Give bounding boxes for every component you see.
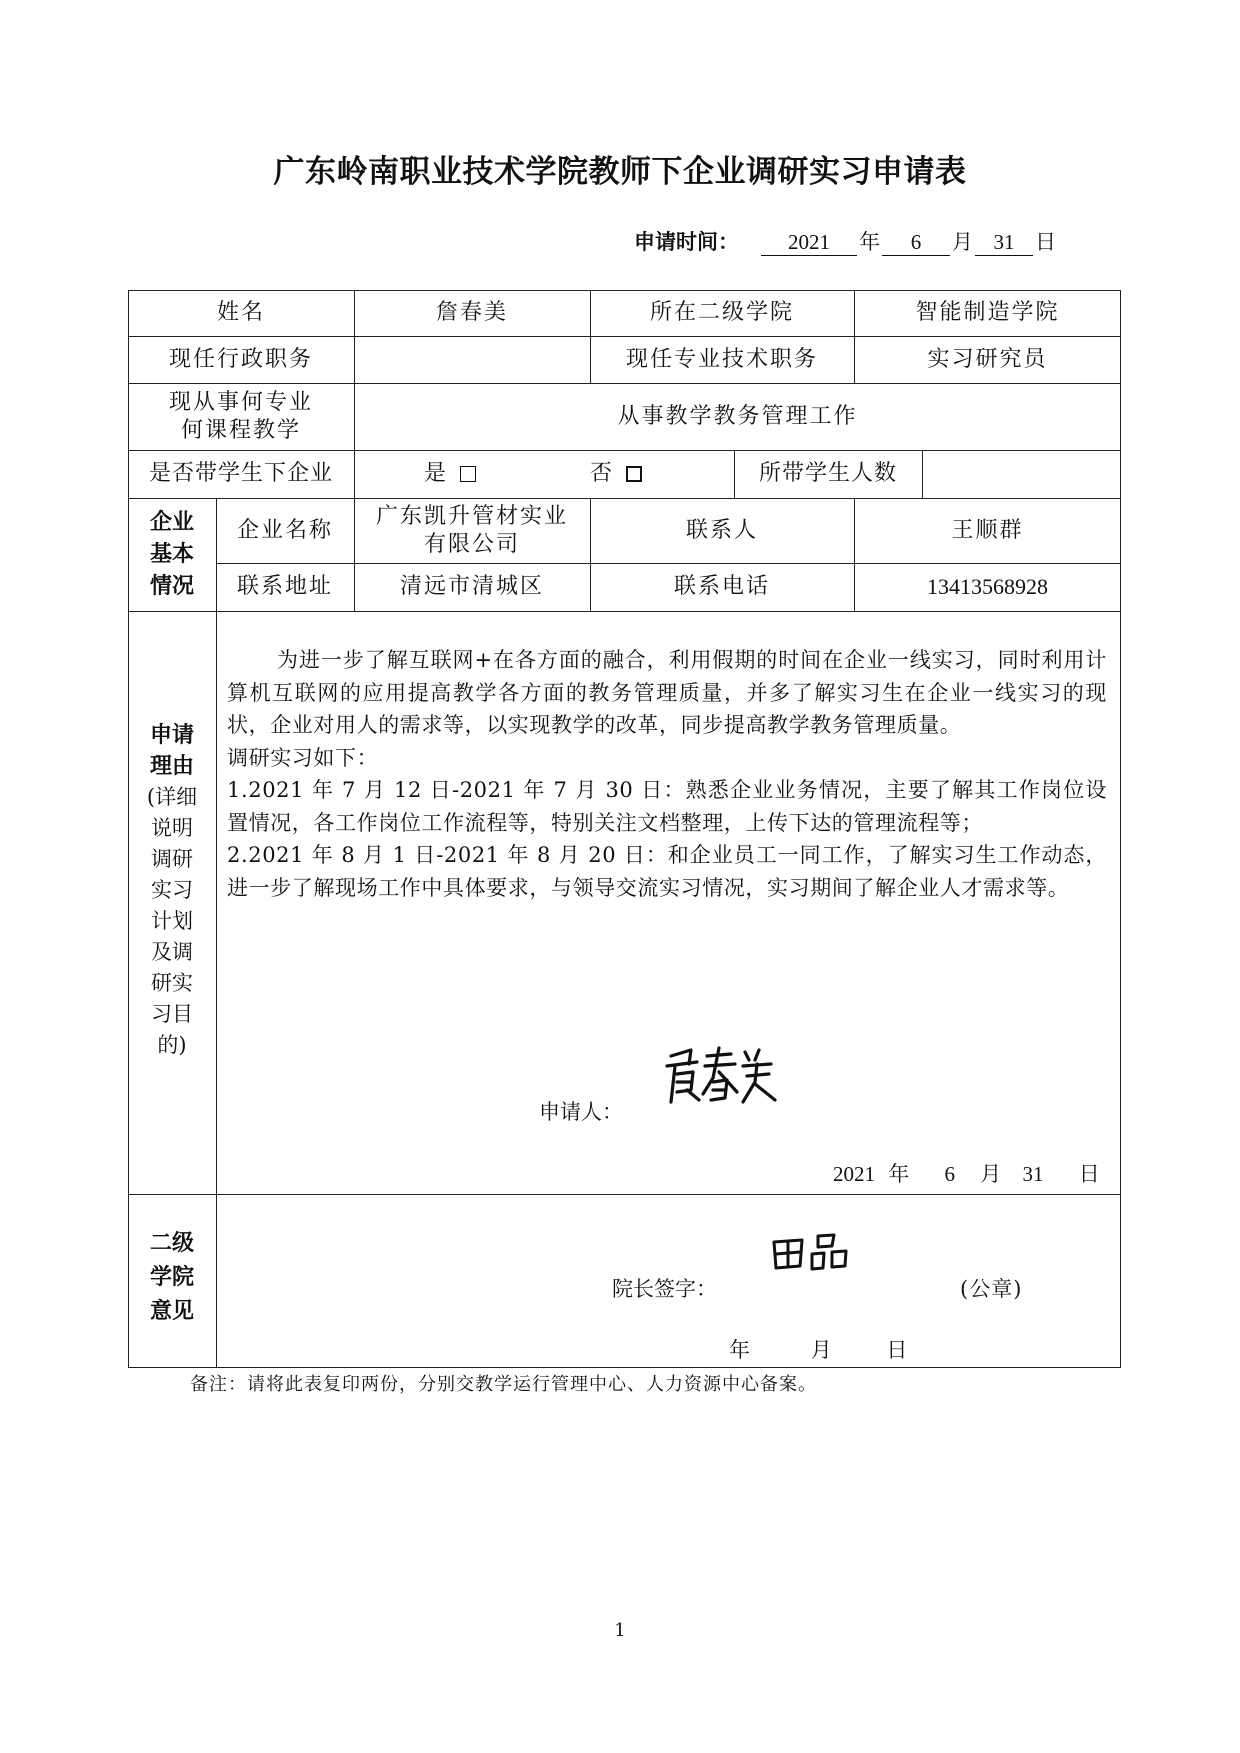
form-title: 广东岭南职业技术学院教师下企业调研实习申请表 bbox=[273, 154, 967, 190]
student-count-value[interactable] bbox=[922, 450, 1121, 498]
applicant-label: 申请人： bbox=[539, 1100, 623, 1124]
teaching-label-line1: 现从事何专业 bbox=[168, 389, 313, 415]
tech-position-label: 现任专业技术职务 bbox=[625, 346, 818, 372]
apply-month-field[interactable]: 6 bbox=[882, 229, 950, 256]
opinion-date bbox=[729, 1334, 907, 1364]
applicant-date-year: 2021 bbox=[833, 1162, 875, 1186]
reason-label-note: 说明 bbox=[151, 816, 193, 840]
reason-plan-item-1: 1.2021 年 7 月 12 日-2021 年 7 月 30 日：熟悉企业业务情况，主要了解其工作岗位设置情况，各工作岗位工作流程等，特别关注文档整理，上传下达的管理流程等； bbox=[227, 778, 1107, 835]
reason-label-note: 研实 bbox=[151, 971, 193, 995]
opinion-label-line: 学院 bbox=[149, 1265, 194, 1290]
admin-position-value[interactable] bbox=[354, 336, 590, 383]
apply-year-field[interactable]: 2021 bbox=[761, 229, 857, 256]
bring-students-options bbox=[354, 450, 734, 498]
student-count-label: 所带学生人数 bbox=[758, 461, 897, 486]
company-name-line1: 广东凯升管材实业 bbox=[375, 503, 568, 529]
enterprise-label-line: 企业 bbox=[149, 509, 194, 535]
enterprise-label-line: 基本 bbox=[149, 541, 194, 567]
apply-day-unit: 日 bbox=[1035, 230, 1056, 254]
row-divider bbox=[128, 1194, 1121, 1195]
applicant-date-year-unit: 年 bbox=[888, 1162, 910, 1186]
option-yes[interactable] bbox=[424, 459, 476, 489]
application-form-table bbox=[128, 290, 1121, 1368]
yes-checkbox[interactable] bbox=[460, 466, 476, 482]
reason-paragraph: 为进一步了解互联网+在各方面的融合，利用假期的时间在企业一线实习，同时利用计算机互联网的应用提高教学各方面的教务管理质量，并多了解实习生在企业一线实习的现状，企业对用人的需求等，以实现教学的改革，同步提高教学教务管理质量。 bbox=[227, 648, 1107, 737]
reason-plan-item-2: 2.2021 年 8 月 1 日-2021 年 8 月 20 日：和企业员工一同工作，了解实习生工作动态，进一步了解现场工作中具体要求，与领导交流实习情况，实习期间了解企业人才需求等。 bbox=[227, 843, 1107, 900]
reason-label-note: 习目 bbox=[151, 1002, 193, 1026]
teaching-value[interactable]: 从事教学教务管理工作 bbox=[617, 403, 858, 429]
option-no[interactable] bbox=[590, 459, 642, 489]
option-no-label: 否 bbox=[590, 461, 615, 486]
applicant-date bbox=[833, 1158, 1100, 1188]
enterprise-label-line: 情况 bbox=[149, 573, 194, 599]
college-label: 所在二级学院 bbox=[649, 300, 794, 325]
tech-position-value[interactable]: 实习研究员 bbox=[927, 346, 1048, 372]
teaching-label-line2: 何课程教学 bbox=[180, 417, 301, 443]
reason-label-bold: 申请 bbox=[149, 723, 194, 748]
name-label: 姓名 bbox=[216, 300, 265, 325]
row-divider bbox=[128, 611, 1121, 612]
address-label: 联系地址 bbox=[236, 574, 333, 599]
opinion-section-label bbox=[128, 1227, 216, 1329]
phone-value[interactable]: 13413568928 bbox=[927, 574, 1048, 599]
applicant-date-day-unit: 日 bbox=[1078, 1162, 1100, 1186]
reason-label-note: 的) bbox=[157, 1033, 187, 1057]
bring-students-label: 是否带学生下企业 bbox=[148, 461, 333, 486]
company-name-value[interactable] bbox=[354, 498, 590, 563]
name-value[interactable]: 詹春美 bbox=[435, 300, 508, 325]
admin-position-label: 现任行政职务 bbox=[168, 346, 313, 372]
contact-label: 联系人 bbox=[685, 517, 758, 543]
opinion-date-day-unit: 日 bbox=[886, 1338, 908, 1362]
college-value[interactable]: 智能制造学院 bbox=[915, 300, 1060, 325]
option-yes-label: 是 bbox=[424, 461, 449, 486]
reason-subheading: 调研实习如下： bbox=[227, 745, 379, 770]
applicant-signature bbox=[663, 1042, 783, 1112]
applicant-date-day: 31 bbox=[1022, 1162, 1044, 1186]
reason-label-note: (详细 bbox=[146, 785, 198, 809]
apply-month-unit: 月 bbox=[952, 230, 973, 254]
apply-date bbox=[634, 226, 1058, 256]
reason-section-label bbox=[128, 720, 216, 1061]
company-name-line2: 有限公司 bbox=[423, 531, 520, 557]
reason-text-area[interactable] bbox=[227, 644, 1107, 904]
apply-year-unit: 年 bbox=[859, 230, 880, 254]
enterprise-section-label bbox=[128, 498, 216, 611]
dean-signature bbox=[768, 1230, 858, 1278]
official-seal-label: (公章) bbox=[960, 1277, 1023, 1301]
reason-label-bold: 理由 bbox=[149, 754, 194, 779]
reason-label-note: 调研 bbox=[151, 847, 193, 871]
reason-label-note: 实习 bbox=[151, 878, 193, 902]
opinion-date-month-unit: 月 bbox=[810, 1338, 832, 1362]
opinion-date-year-unit: 年 bbox=[729, 1338, 750, 1362]
apply-date-label: 申请时间： bbox=[634, 230, 739, 254]
opinion-label-line: 二级 bbox=[149, 1231, 194, 1256]
footnote: 备注：请将此表复印两份，分别交教学运行管理中心、人力资源中心备案。 bbox=[190, 1374, 817, 1395]
no-checkbox[interactable] bbox=[626, 466, 642, 482]
dean-signature-label: 院长签字： bbox=[612, 1277, 717, 1301]
applicant-date-month: 6 bbox=[944, 1162, 955, 1186]
opinion-label-line: 意见 bbox=[149, 1299, 194, 1324]
contact-value[interactable]: 王顺群 bbox=[951, 517, 1024, 543]
applicant-date-month-unit: 月 bbox=[980, 1162, 1002, 1186]
col-divider bbox=[216, 498, 217, 1368]
reason-label-note: 计划 bbox=[151, 909, 193, 933]
teaching-label bbox=[128, 383, 354, 450]
phone-label: 联系电话 bbox=[673, 574, 770, 599]
page-number: 1 bbox=[614, 1620, 626, 1641]
reason-label-note: 及调 bbox=[151, 940, 193, 964]
apply-day-field[interactable]: 31 bbox=[975, 229, 1033, 256]
address-value[interactable]: 清远市清城区 bbox=[399, 574, 544, 599]
company-name-label: 企业名称 bbox=[236, 517, 333, 543]
